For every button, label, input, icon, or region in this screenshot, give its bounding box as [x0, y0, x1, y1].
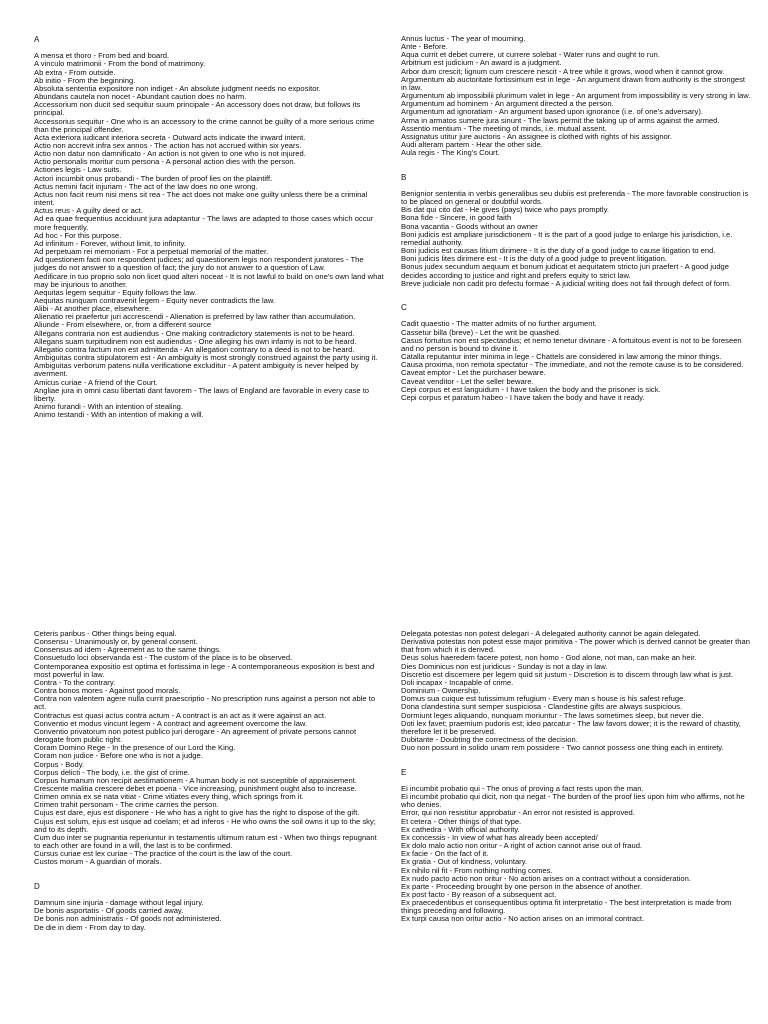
glossary-entry: Boni judicis est causas litium dirimere - It is the duty of a good judge to cause litigation to end. — [401, 246, 716, 256]
glossary-entry: Aequitas legem sequitur - Equity follows the law. — [34, 287, 197, 297]
glossary-entry: Absoluta sententia expositore non indiget - An absolute judgment needs no expositor. — [34, 83, 321, 93]
glossary-entry: De bonis asportatis - Of goods carried away. — [34, 906, 184, 916]
glossary-entry: Dormiunt leges aliquando, nunquam moriuntur - The laws sometimes sleep, but never die. — [401, 710, 704, 720]
column-top-left — [34, 36, 384, 419]
glossary-entry: Catalla reputantur inter minima in lege - Chattels are considered in law among the minor things. — [401, 352, 722, 362]
glossary-entry: Ad questionem facti non respondent judices; ad quaestionem legis non respondent juratores - The judges do not answer to a question of fact; the jury do not answer to a question of Law. — [34, 255, 364, 273]
glossary-entry: Ante - Before. — [401, 42, 448, 52]
glossary-entry: Ex praecedentibus et consequentibus optima fit interpretatio - The best interpretation is made from things preceding and following. — [401, 898, 732, 916]
glossary-entry: Arma in armatos sumere jura sinunt - The laws permit the taking up of arms against the armed. — [401, 115, 720, 125]
glossary-entry: Cujus est solum, ejus est usque ad coelam; et ad inferos - He who owns the soil owns it up to the sky; and to its depth. — [34, 816, 376, 834]
glossary-entry: Doti lex favet; praemium pudoris est; ideo parcatur - The law favors dower; it is the reward of chastity, therefore let it be preserved. — [401, 718, 741, 736]
glossary-entry: Actio non datur non damnificato - An action is not given to one who is not injured. — [34, 149, 306, 159]
glossary-entry: Ex parte - Proceeding brought by one person in the absence of another. — [401, 881, 643, 891]
glossary-entry: Allegans suam turpitudinem non est audiendus - One alleging his own infamy is not to be heard. — [34, 336, 357, 346]
glossary-entry: Accessorius sequitur - One who is an accessory to the crime cannot be guilty of a more serious crime than the principal offender. — [34, 116, 375, 134]
glossary-entry: Corpus delicti - The body, i.e. the gist of crime. — [34, 767, 190, 777]
glossary-entry: Damnum sine injuria - damage without legal injury. — [34, 898, 204, 908]
section-heading-b: B — [401, 172, 407, 182]
glossary-entry: Audi alteram partem - Hear the other side. — [401, 140, 543, 150]
glossary-entry: Assignatus utitur jure auctoris - An assignee is clothed with rights of his assignor. — [401, 131, 672, 141]
glossary-entry: Breve judiciale non cadit pro defectu formae - A judicial writing does not fail through defect of form. — [401, 278, 732, 288]
glossary-entry: Caveat venditor - Let the seller beware. — [401, 376, 534, 386]
glossary-entry: Acta exteriora iudicant interiora secreta - Outward acts indicate the inward intent. — [34, 132, 306, 142]
glossary-entry: Bona fide - Sincere, in good faith — [401, 213, 512, 223]
entry-list-e — [401, 785, 751, 924]
glossary-entry: Bis dat qui cito dat - He gives (pays) twice who pays promptly. — [401, 205, 609, 215]
glossary-entry: Consuetudo loci observanda est - The custom of the place is to be observed. — [34, 653, 293, 663]
glossary-entry: Amicus curiae - A friend of the Court. — [34, 377, 158, 387]
glossary-entry: Cadit quaestio - The matter admits of no further argument. — [401, 319, 597, 329]
glossary-entry: Coram non judice - Before one who is not a judge. — [34, 751, 203, 761]
glossary-entry: Causa proxima, non remota spectatur - The immediate, and not the remote cause is to be considered. — [401, 360, 744, 370]
column-top-right — [401, 35, 751, 402]
glossary-entry: Ex facie - On the fact of it. — [401, 849, 489, 859]
column-bottom-right — [401, 630, 751, 924]
glossary-entry: De die in diem - From day to day. — [34, 922, 146, 932]
glossary-entry: Ceteris paribus - Other things being equal. — [34, 629, 177, 638]
glossary-entry: Contra bonos mores - Against good morals. — [34, 686, 181, 696]
glossary-entry: Argumentum ab auctoritate fortissimum est in lege - An argument drawn from authority is the strongest in law. — [401, 74, 745, 92]
glossary-entry: Crimen trahit personam - The crime carries the person. — [34, 800, 219, 810]
glossary-entry: Aedificare in tuo proprio solo non licet quod alteri noceat - It is not lawful to build on one's own land what may be injurious to another. — [34, 271, 384, 289]
entry-list-a — [34, 52, 384, 419]
glossary-entry: Bonus judex secundum aequum et bonum judicat et aequitatem stricto juri praefert - A good judge decides according to justice and right and prefers equity to strict law. — [401, 262, 729, 280]
glossary-entry: Abundans cautela non nocet - Abundant caution does no harm. — [34, 92, 247, 102]
glossary-entry: Argumentum ad ignoratiam - An argument based upon ignorance (i.e. of one's adversary). — [401, 107, 703, 117]
glossary-entry: Contra - To the contrary. — [34, 677, 116, 687]
glossary-entry: Alienatio rei praefertur juri accrescendi - Alienation is preferred by law rather than accumulation. — [34, 312, 356, 322]
entry-list-b — [401, 190, 751, 288]
glossary-entry: Corpus - Body. — [34, 759, 85, 769]
glossary-entry: Dies Dominicus non est juridicus - Sunday is not a day in law. — [401, 661, 608, 671]
glossary-entry: Ab extra - From outside. — [34, 67, 116, 77]
glossary-entry: Contractus est quasi actus contra actum - A contract is an act as it were against an act. — [34, 710, 327, 720]
glossary-entry: Dona clandestina sunt semper suspiciosa - Clandestine gifts are always suspicious. — [401, 702, 683, 712]
glossary-entry: Actio personalis moritur cum persona - A personal action dies with the person. — [34, 157, 296, 167]
glossary-entry: Ambiguitas contra stipulatorem est - An ambiguity is most strongly construed against the party using it. — [34, 353, 378, 363]
glossary-entry: Error, qui non resistitur approbatur - An error not resisted is approved. — [401, 808, 635, 818]
glossary-entry: Actus nemini facit injuriam - The act of the law does no one wrong. — [34, 181, 258, 191]
glossary-entry: Et cetera - Other things of that type. — [401, 816, 522, 826]
entry-list-c — [401, 320, 751, 402]
glossary-entry: Arbitrium est judicium - An award is a judgment. — [401, 58, 562, 68]
glossary-entry: De bonis non administratis - Of goods not administered. — [34, 914, 222, 924]
glossary-entry: Assentio mentium - The meeting of minds, i.e. mutual assent. — [401, 123, 607, 133]
glossary-entry: Ei incumbit probatio qui - The onus of proving a fact rests upon the man. — [401, 783, 644, 793]
glossary-entry: Accessorium non ducit sed sequitur suum principale - An accessory does not draw, but follows its principal. — [34, 100, 361, 118]
glossary-entry: Allegans contraria non est audiendus - One making contradictory statements is not to be heard. — [34, 328, 355, 338]
glossary-entry: Ad infinitum - Forever, without limit, to infinity. — [34, 238, 186, 248]
glossary-entry: Conventio et modus vincunt legem - A contract and agreement overcome the law. — [34, 718, 308, 728]
glossary-entry: Domus sua cuique est tutissimum refugium - Every man s house is his safest refuge. — [401, 694, 686, 704]
glossary-entry: Ad hoc - For this purpose. — [34, 230, 122, 240]
glossary-entry: Delegata potestas non potest delegari - A delegated authority cannot be again delegated. — [401, 629, 701, 638]
glossary-entry: Ex dolo malo actio non oritur - A right of action cannot arise out of fraud. — [401, 841, 643, 851]
glossary-entry: Cepi corpus et paratum habeo - I have taken the body and have it ready. — [401, 392, 645, 402]
glossary-entry: Doli incapax - Incapable of crime. — [401, 677, 514, 687]
glossary-entry: Crimen omnia ex se nata vitiat - Crime vitiates every thing, which springs from it. — [34, 792, 304, 802]
entry-list-d — [34, 899, 384, 932]
glossary-entry: Cassetur billa (breve) - Let the writ be quashed. — [401, 327, 561, 337]
glossary-entry: Annus luctus - The year of mourning. — [401, 34, 526, 43]
glossary-entry: Dubitante - Doubting the correctness of the decision. — [401, 735, 578, 745]
glossary-entry: Actus reus - A guilty deed or act. — [34, 206, 143, 216]
glossary-entry: Contra non valentem agere nulla currit praescriptio - No prescription runs against a person not able to act. — [34, 694, 376, 712]
glossary-entry: Alibi - At another place, elsewhere. — [34, 304, 151, 314]
glossary-entry: Actus non facit reum nisi mens sit rea - The act does not make one guilty unless there be a criminal intent. — [34, 189, 368, 208]
glossary-entry: Aliunde - From elsewhere, or, from a different source — [34, 320, 212, 330]
glossary-entry: Animo furandi - With an intention of stealing. — [34, 402, 184, 412]
glossary-entry: Consensu - Unanimously or, by general consent. — [34, 637, 198, 647]
column-bottom-left — [34, 630, 384, 932]
glossary-entry: Contemporanea expositio est optima et fortissima in lege - A contemporaneous exposition is best and most powerful in law. — [34, 661, 375, 679]
glossary-entry: Ad perpetuam rei memoriam - For a perpetual memorial of the matter. — [34, 247, 269, 257]
entry-list-a-cont — [401, 35, 751, 157]
glossary-entry: Ex concessis - In view of what has already been accepted/ — [401, 832, 598, 842]
glossary-entry: Ab initio - From the beginning. — [34, 75, 136, 85]
glossary-entry: Derivativa potestas non potest esse major primitiva - The power which is derived cannot be greater than that from which it is derived. — [401, 637, 750, 655]
glossary-entry: Conventio privatorum non potest publico juri derogare - An agreement of private persons cannot derogate from public right. — [34, 726, 357, 745]
glossary-entry: Ambiguitas verborum patens nulla verificatione excluditur - A patent ambiguity is never helped by averment. — [34, 361, 359, 379]
section-heading-a: A — [34, 35, 40, 44]
entry-list-c-cont — [34, 630, 384, 867]
glossary-entry: A vinculo matrimonii - From the bond of matrimony. — [34, 59, 206, 69]
glossary-entry: Bona vacantia - Goods without an owner — [401, 221, 538, 231]
glossary-entry: Actio non accrevit infra sex annos - The action has not accrued within six years. — [34, 141, 302, 151]
glossary-entry: Benignior sententia in verbis generalibus seu dubiis est preferenda - The more favorable construction is to be placed on general or doubtful words. — [401, 188, 749, 207]
glossary-entry: Custos morum - A guardian of morals. — [34, 857, 162, 867]
glossary-entry: Aqua currit et debet currere, ut currere solebat - Water runs and ought to run. — [401, 50, 660, 60]
glossary-entry: Cujus est dare, ejus est disponere - He who has a right to give has the right to dispose of the gift. — [34, 808, 360, 818]
glossary-entry: Boni judicis lites dirimere est - It is the duty of a good judge to prevent litigation. — [401, 254, 667, 264]
glossary-entry: Animo testandi - With an intention of making a will. — [34, 410, 204, 420]
glossary-entry: Ex nihilo nil fit - From nothing nothing comes. — [401, 865, 553, 875]
glossary-entry: Cepi corpus et est languidum - I have taken the body and the prisoner is sick. — [401, 384, 661, 394]
glossary-entry: Angliae jura in omni casu libertati dant favorem - The laws of England are favorable in every case to liberty. — [34, 385, 370, 403]
glossary-entry: Boni judicis est ampliare jurisdictionem - It is the part of a good judge to enlarge his jurisdiction, i.e. remedial authority. — [401, 229, 733, 247]
glossary-entry: Casus fortuitus non est spectandus; et nemo tenetur divinare - A fortuitous event is not to be foreseen and no person is bound to divine it. — [401, 335, 742, 353]
glossary-entry: Argumentum ab impossibilii plurimum valet in lege - An argument from impossibility is very strong in law. — [401, 91, 751, 101]
glossary-entry: Dominium - Ownership. — [401, 686, 481, 696]
glossary-entry: Ex cathedra - With official authority. — [401, 824, 520, 834]
glossary-entry: Ex gratia - Out of kindness, voluntary. — [401, 857, 528, 867]
glossary-entry: Crescente malitia crescere debet et poena - Vice increasing, punishment ought also to increase. — [34, 783, 357, 793]
glossary-entry: Allegatio contra factum non est admittenda - An allegation contrary to a deed is not to be heard. — [34, 344, 355, 354]
glossary-entry: Cum duo inter se pugnantia reperiuntur in testamentis ultimum ratum est - When two things repugnant to each other are found in a will, the last is to be confirmed. — [34, 832, 377, 851]
glossary-entry: Argumentum ad hominem - An argument directed a the person. — [401, 99, 614, 109]
glossary-entry: Deus solus haeredem facere potest, non homo - God alone, not man, can make an heir. — [401, 653, 697, 663]
glossary-entry: Consensus ad idem - Agreement as to the same things. — [34, 645, 221, 655]
glossary-entry: Actori incumbit onus probandi - The burden of proof lies on the plaintiff. — [34, 173, 273, 183]
glossary-entry: Duo non possunt in solido unam rem possidere - Two cannot possess one thing each in entirety. — [401, 743, 724, 753]
glossary-entry: Ad ea quae frequentius acciduunt jura adaptantur - The laws are adapted to those cases which occur more frequently. — [34, 214, 374, 232]
glossary-entry: Actiones legis - Law suits. — [34, 165, 122, 175]
glossary-entry: Arbor dum crescit; lignum cum crescere nescit - A tree while it grows, wood when it cannot grow. — [401, 66, 725, 76]
glossary-entry: Ex turpi causa non oritur actio - No action arises on an immoral contract. — [401, 914, 645, 924]
section-heading-e: E — [401, 767, 407, 777]
glossary-entry: Ex post facto - By reason of a subsequent act. — [401, 889, 557, 899]
section-heading-d: D — [34, 881, 40, 891]
glossary-entry: Ei incumbit probatio qui dicit, non qui negat - The burden of the proof lies upon him who affirms, not he who denies. — [401, 792, 745, 810]
glossary-entry: Cursus curiae est lex curiae - The practice of the court is the law of the court. — [34, 849, 293, 859]
glossary-entry: Caveat emptor - Let the purchaser beware. — [401, 368, 546, 378]
entry-list-d-cont — [401, 630, 751, 752]
glossary-entry: Aequitas nunquam contravenit legem - Equity never contradicts the law. — [34, 295, 276, 305]
glossary-entry: Coram Domino Rege - In the presence of our Lord the King. — [34, 743, 236, 753]
glossary-entry: Corpus humanum non recipit aestimationem - A human body is not susceptible of appraisement. — [34, 775, 357, 785]
glossary-entry: Ex nudo pacto actio non oritur - No action arises on a contract without a consideration. — [401, 873, 691, 883]
glossary-entry: Aula regis - The King's Court. — [401, 148, 500, 158]
glossary-entry: Discretio est discernere per legem quid sit justum - Discretion is to discern through law what is just. — [401, 669, 734, 679]
glossary-entry: A mensa et thoro - From bed and board. — [34, 51, 170, 61]
section-heading-c: C — [401, 303, 407, 313]
